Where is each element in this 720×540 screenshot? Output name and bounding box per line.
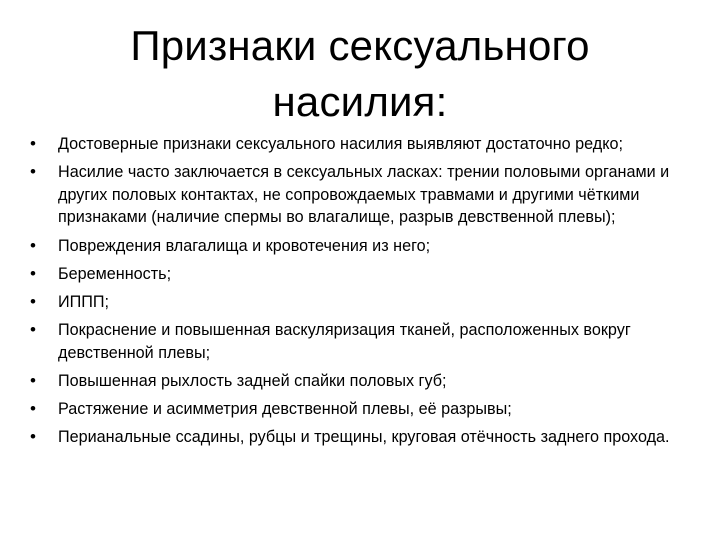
slide-title bbox=[60, 18, 660, 130]
bullet-item bbox=[30, 263, 698, 286]
bullet-text: Достоверные признаки сексуального насилия выявляют достаточно редко; bbox=[58, 135, 624, 153]
bullet-item bbox=[30, 370, 698, 393]
bullet-marker-icon: • bbox=[30, 162, 36, 182]
bullet-text: Беременность; bbox=[58, 264, 172, 283]
bullet-marker-icon: • bbox=[30, 427, 36, 447]
bullet-item bbox=[30, 319, 698, 364]
bullet-text: ИППП; bbox=[58, 292, 110, 311]
bullet-item bbox=[30, 426, 698, 449]
bullet-item bbox=[30, 398, 698, 421]
bullet-item bbox=[30, 133, 698, 156]
slide-title-line-1: Признаки сексуального bbox=[130, 22, 590, 69]
bullet-marker-icon: • bbox=[30, 320, 36, 340]
slide-title-line-2: насилия: bbox=[272, 78, 448, 125]
bullet-marker-icon: • bbox=[30, 291, 36, 311]
bullet-text: Растяжение и асимметрия девственной плевы, её разрывы; bbox=[58, 400, 512, 419]
bullet-item bbox=[30, 291, 698, 314]
bullet-text: Насилие часто заключается в сексуальных ласках: трении половыми органами и других половых контактах, не сопровождаемых травмами и другими чёткими признаками (наличие спермы во влагалище, разрыв девственной плевы); bbox=[58, 163, 670, 227]
bullet-marker-icon: • bbox=[30, 370, 36, 390]
bullet-item bbox=[30, 161, 698, 229]
bullet-text: Повышенная рыхлость задней спайки половых губ; bbox=[58, 371, 447, 390]
bullet-marker-icon: • bbox=[30, 399, 36, 419]
bullet-marker-icon: • bbox=[30, 263, 36, 283]
bullet-text: Повреждения влагалища и кровотечения из него; bbox=[58, 236, 431, 255]
bullet-text: Перианальные ссадины, рубцы и трещины, круговая отёчность заднего прохода. bbox=[58, 428, 670, 447]
bullet-text: Покраснение и повышенная васкуляризация тканей, расположенных вокруг девственной плевы; bbox=[58, 321, 631, 362]
bullet-item bbox=[30, 235, 698, 258]
bullet-marker-icon: • bbox=[30, 235, 36, 255]
bullet-list bbox=[30, 133, 698, 454]
bullet-marker-icon: • bbox=[30, 134, 36, 153]
